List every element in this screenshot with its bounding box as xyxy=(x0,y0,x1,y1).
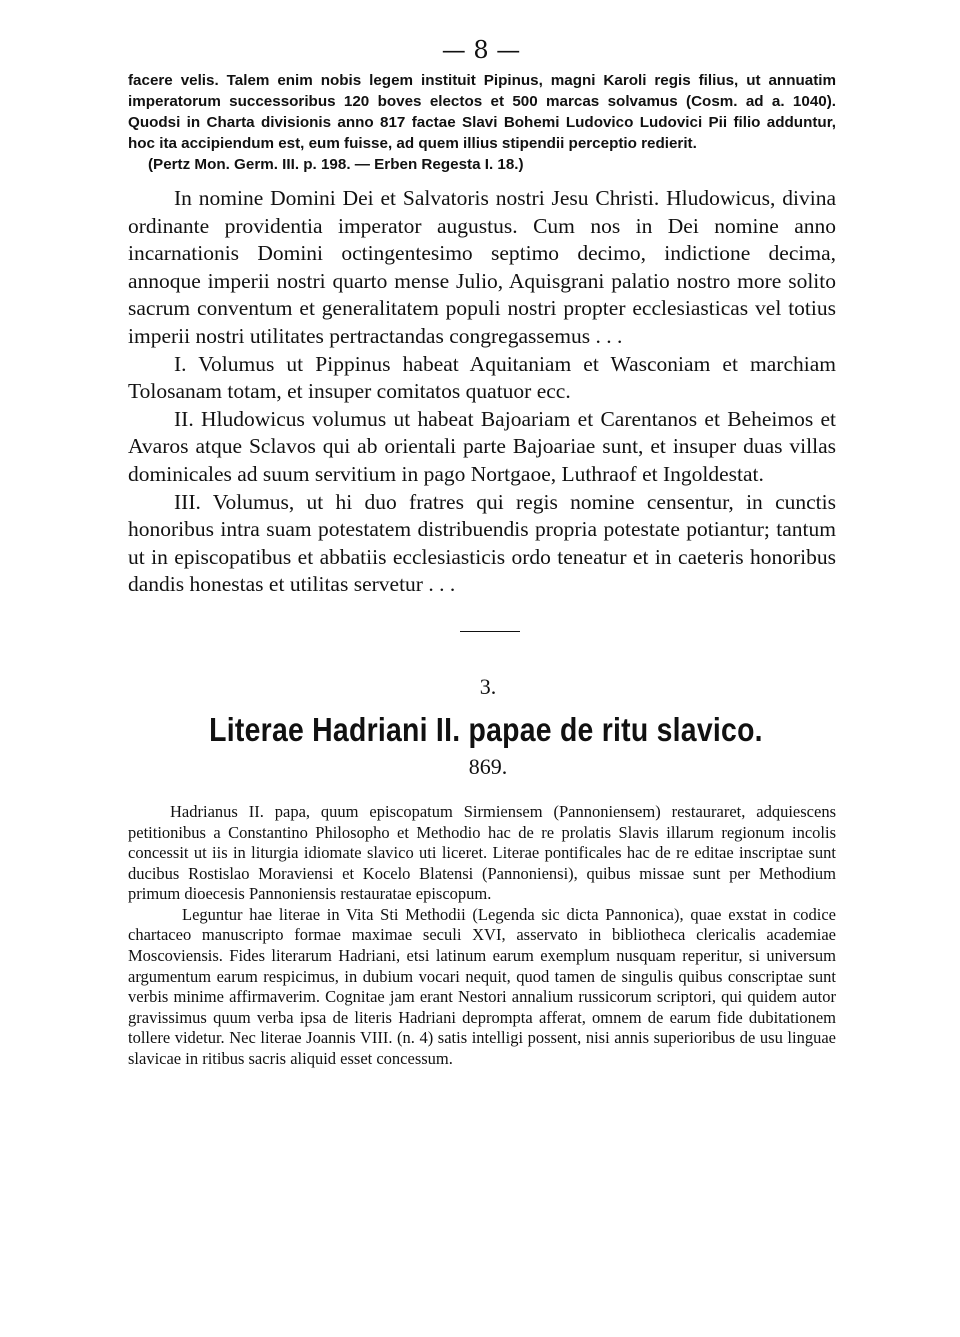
intro-paragraph-2: Leguntur hae literae in Vita Sti Methodii (Legenda sic dicta Pannonica), quae exstat in codice chartaceo manuscripto formae maximae seculi XVI, asservato in bibliotheca clericalis academiae Moscoviensis. Fides literarum Hadriani, etsi latinum earum exemplum nusquam reperitur, si universum argumentum earum respicimus, in dubium vocari nequit, quod tamen de singulis quibus conscriptae sunt verbis minime affirmaverim. Cognitae jam erant Nestori annalium russicorum scriptori, qui quidem autor gravissimus quum verba ipsa de literis Hadriani deprompta afferat, omnem de earum fide dubitationem tollere videtur. Nec literae Joannis VIII. (n. 4) satis intelligi possent, nisi annis superioribus de usu linguae slavicae in ritibus sacris aliquid esset concessum. xyxy=(128,904,836,1069)
intro-paragraph-1: Hadrianus II. papa, quum episcopatum Sirmiensem (Pannoniensem) restauraret, adquiescens petitionibus a Constantino Philosopho et Methodio hac de re prolatis Slavis illarum regionum incolis concessit ut iis in liturgia idiomate slavico uti liceret. Literae pontificales hac de re editae inscriptae sunt ducibus Rostislao Moraviensi et Kocelo Blatensi (Pannoniensi), quibus missae sunt per Methodium primum dioecesis Pannoniensis restauratae episcopum. xyxy=(128,801,836,904)
footnote-block xyxy=(128,70,836,175)
note-paragraph: facere velis. Talem enim nobis legem instituit Pipinus, magni Karoli regis filius, ut annuatim imperatorum successoribus 120 boves electos et 500 marcas solvamus (Cosm. ad a. 1040). Quodsi in Charta divisionis anno 817 factae Slavi Bohemi Ludovico Ludovici Pii filio adduntur, hoc ita accipiendum est, eum fuisse, ad quem illius stipendii perceptio redierit. xyxy=(128,72,836,152)
charter-text xyxy=(128,185,836,599)
page xyxy=(128,30,836,1070)
document-number: 3. xyxy=(479,673,497,699)
document-title: Literae Hadriani II. papae de ritu slavico. xyxy=(209,710,763,748)
note-citation: (Pertz Mon. Germ. III. p. 198. — Erben Regesta I. 18.) xyxy=(148,156,524,173)
page-number: — 8 — xyxy=(441,36,521,64)
charter-article-1: I. Volumus ut Pippinus habeat Aquitaniam et Wasconiam et marchiam Tolosanam totam, et insuper comitatos quatuor ecc. xyxy=(128,351,836,404)
charter-article-3: III. Volumus, ut hi duo fratres qui regis nomine censentur, in cunctis honoribus intra suam potestatem distribuendis propria potestate potiantur; tantum ut in episcopatibus et abbatiis ecclesiasticis ordo teneatur et in caeteris honoribus dandis honestas et utilitas servetur . . . xyxy=(128,489,836,597)
charter-article-2: II. Hludowicus volumus ut habeat Bajoariam et Carentanos et Beheimos et Avaros atque Sclavos qui ab orientali parte Bajoariae sunt, et insuper duas villas dominicales ad suum servitium in pago Nortgaoe, Luthraof et Ingoldestat. xyxy=(128,406,836,486)
introduction-text xyxy=(128,802,836,1070)
document-year: 869. xyxy=(468,753,508,779)
section-divider xyxy=(460,631,520,632)
charter-preamble: In nomine Domini Dei et Salvatoris nostri Jesu Christi. Hludowicus, divina ordinante providentia imperator augustus. Cum nos in Dei nomine anno incarnationis Domini octingentesimo septimo decimo, indictione decima, annoque imperii nostri quarto mense Julio, Aquisgrani palatio nostro more solito sacrum conventum et generalitatem populi nostri propter ecclesiasticas vel totius imperii nostri utilitates pertractandas congregassemus . . . xyxy=(128,186,836,348)
